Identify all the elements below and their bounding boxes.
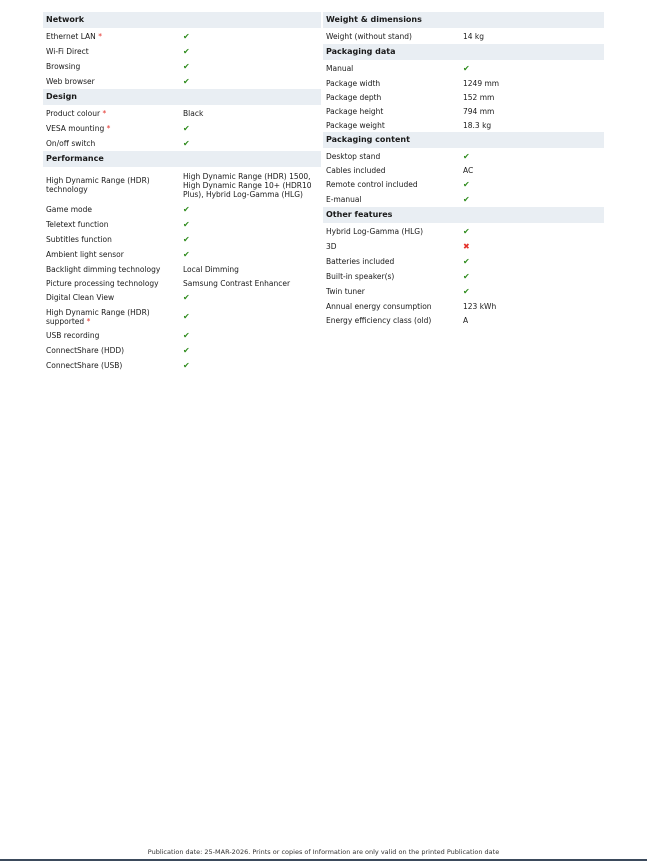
spec-label: [43, 220, 183, 229]
spec-value-cell: [183, 250, 321, 259]
spec-row-energy-efficiency-class-old: [323, 313, 604, 327]
spec-label-text: Twin tuner: [326, 287, 365, 296]
spec-label: [43, 47, 183, 56]
spec-label-text: Picture processing technology: [46, 278, 159, 288]
spec-label: [323, 287, 463, 296]
spec-value-cell: [463, 257, 604, 266]
spec-value-cell: [183, 279, 321, 288]
spec-label-text: Digital Clean View: [46, 293, 115, 302]
spec-label: [323, 32, 463, 41]
spec-label-text: Manual: [326, 64, 354, 73]
check-icon: ✔: [463, 151, 470, 161]
spec-row-built-in-speaker-s: [323, 269, 604, 284]
section-header-packaging-data: Packaging data: [323, 44, 604, 60]
required-asterisk: *: [98, 32, 102, 41]
check-icon: ✔: [463, 257, 470, 266]
spec-label: [323, 257, 463, 266]
bottom-divider: [0, 859, 647, 861]
spec-label-text: Package height: [326, 106, 384, 116]
spec-label-text: E-manual: [326, 195, 362, 204]
spec-row-connectshare-usb: [43, 358, 321, 373]
spec-label: [43, 32, 183, 41]
spec-row-hybrid-log-gamma-hlg: [323, 224, 604, 239]
spec-row-package-width: [323, 76, 604, 90]
spec-row-batteries-included: [323, 254, 604, 269]
required-asterisk: *: [106, 124, 111, 133]
spec-value-cell: [183, 293, 321, 302]
spec-label: [323, 121, 463, 130]
spec-row-picture-processing-technology: [43, 276, 321, 290]
spec-value-cell: [463, 166, 604, 175]
check-icon: ✔: [183, 32, 190, 41]
spec-row-backlight-dimming-technology: [43, 262, 321, 276]
spec-label-text: Ambient light sensor: [46, 250, 124, 259]
spec-label-text: Browsing: [46, 62, 81, 71]
spec-value-cell: [183, 205, 321, 214]
spec-value-cell: [463, 227, 604, 236]
spec-value-cell: [463, 64, 604, 73]
spec-value-cell: [183, 265, 321, 274]
spec-label-text: On/off switch: [46, 139, 96, 148]
spec-value-cell: [183, 62, 321, 71]
spec-label-text: Energy efficiency class (old): [326, 315, 432, 325]
spec-row-package-depth: [323, 90, 604, 104]
spec-label-text: High Dynamic Range (HDR) supported: [46, 307, 150, 326]
spec-label: [43, 139, 183, 148]
spec-label: [43, 124, 183, 133]
spec-row-wi-fi-direct: [43, 44, 321, 59]
spec-label: [43, 279, 183, 288]
spec-value-cell: [463, 152, 604, 161]
spec-label: [43, 346, 183, 355]
spec-row-vesa-mounting: [43, 121, 321, 136]
spec-label: [323, 93, 463, 102]
spec-row-e-manual: [323, 192, 604, 207]
spec-label: [43, 308, 183, 326]
spec-label: [323, 316, 463, 325]
check-icon: ✔: [183, 124, 190, 133]
spec-label-text: Cables included: [326, 165, 386, 175]
spec-label-text: Backlight dimming technology: [46, 264, 161, 274]
spec-row-remote-control-included: [323, 177, 604, 192]
spec-label: [43, 62, 183, 71]
spec-row-high-dynamic-range-hdr-supported: [43, 305, 321, 328]
section-header-packaging-content: Packaging content: [323, 132, 604, 148]
check-icon: ✔: [183, 205, 190, 214]
section-header-weight-dimensions: Weight & dimensions: [323, 12, 604, 28]
spec-value-cell: [463, 195, 604, 204]
spec-row-high-dynamic-range-hdr-technology: [43, 168, 321, 202]
spec-value-cell: [463, 121, 604, 130]
check-icon: ✔: [183, 361, 190, 370]
spec-row-game-mode: [43, 202, 321, 217]
publication-footer: Publication date: 25-MAR-2026. Prints or copies of Information are only valid on the printed Publication date: [147, 848, 500, 856]
section-header-performance: Performance: [43, 151, 321, 167]
spec-label-text: Wi-Fi Direct: [46, 47, 89, 56]
section-header-network: Network: [43, 12, 321, 28]
spec-value: Local Dimming: [183, 264, 239, 274]
spec-label: [323, 272, 463, 281]
spec-value-cell: [183, 331, 321, 340]
spec-label: [323, 242, 463, 251]
spec-value: 794 mm: [463, 106, 495, 116]
spec-label: [43, 265, 183, 274]
spec-value: 123 kWh: [463, 301, 497, 311]
spec-row-weight-without-stand: [323, 29, 604, 44]
spec-label: [43, 77, 183, 86]
spec-label-text: Game mode: [46, 205, 92, 214]
spec-value-cell: [463, 79, 604, 88]
spec-value-cell: [463, 316, 604, 325]
spec-value-cell: [463, 272, 604, 281]
spec-row-annual-energy-consumption: [323, 299, 604, 313]
spec-label: [43, 293, 183, 302]
cross-icon: ✖: [463, 242, 470, 251]
spec-label: [43, 176, 183, 194]
check-icon: ✔: [183, 139, 190, 148]
spec-label-text: ConnectShare (USB): [46, 361, 123, 370]
spec-label: [323, 107, 463, 116]
spec-label-text: USB recording: [46, 331, 100, 340]
spec-label: [43, 331, 183, 340]
section-header-design: Design: [43, 89, 321, 105]
spec-label: [43, 361, 183, 370]
spec-label-text: Ethernet LAN: [46, 32, 96, 41]
spec-value-cell: [463, 93, 604, 102]
required-asterisk: *: [86, 316, 91, 326]
spec-label: [323, 64, 463, 73]
spec-column-right: [323, 12, 604, 327]
spec-label: [323, 195, 463, 204]
spec-row-product-colour: [43, 106, 321, 121]
check-icon: ✔: [183, 293, 190, 302]
spec-value-cell: [183, 346, 321, 355]
spec-label: [323, 302, 463, 311]
spec-value-cell: [463, 107, 604, 116]
spec-label: [323, 227, 463, 236]
spec-row-digital-clean-view: [43, 290, 321, 305]
spec-value: Black: [183, 109, 204, 118]
spec-label-text: Package weight: [326, 120, 385, 130]
spec-value: Samsung Contrast Enhancer: [183, 278, 291, 288]
required-asterisk: *: [102, 109, 107, 118]
spec-label: [323, 166, 463, 175]
spec-row-on-off-switch: [43, 136, 321, 151]
check-icon: ✔: [463, 180, 470, 189]
check-icon: ✔: [183, 62, 190, 71]
spec-label-text: Subtitles function: [46, 235, 112, 244]
check-icon: ✔: [183, 220, 190, 229]
check-icon: ✔: [183, 312, 190, 321]
spec-value-cell: [463, 302, 604, 311]
check-icon: ✔: [183, 235, 190, 244]
spec-row-package-height: [323, 104, 604, 118]
check-icon: ✔: [463, 227, 470, 236]
spec-value: A: [463, 315, 469, 325]
spec-row-3d: [323, 239, 604, 254]
spec-value: AC: [463, 165, 474, 175]
spec-label-text: High Dynamic Range (HDR) technology: [46, 176, 150, 194]
spec-label: [323, 152, 463, 161]
check-icon: ✔: [183, 346, 190, 355]
spec-label: [43, 235, 183, 244]
check-icon: ✔: [183, 47, 190, 56]
spec-row-desktop-stand: [323, 149, 604, 163]
spec-label-text: Batteries included: [326, 257, 395, 266]
check-icon: ✔: [183, 331, 190, 340]
check-icon: ✔: [463, 287, 470, 296]
spec-label-text: 3D: [326, 242, 337, 251]
spec-value-cell: [183, 361, 321, 370]
spec-label: [43, 250, 183, 259]
section-header-other-features: Other features: [323, 207, 604, 223]
spec-value-cell: [463, 180, 604, 189]
spec-label: [323, 79, 463, 88]
spec-value-cell: [183, 77, 321, 86]
spec-row-manual: [323, 61, 604, 76]
spec-value-cell: [183, 124, 321, 133]
spec-label-text: Package width: [326, 78, 381, 88]
spec-value: 1249 mm: [463, 78, 500, 88]
spec-row-browsing: [43, 59, 321, 74]
spec-value-cell: [183, 139, 321, 148]
spec-row-ambient-light-sensor: [43, 247, 321, 262]
spec-value: 152 mm: [463, 92, 495, 102]
spec-value-cell: [463, 242, 604, 251]
check-icon: ✔: [463, 272, 470, 281]
spec-label-text: Desktop stand: [326, 151, 381, 161]
check-icon: ✔: [463, 195, 470, 204]
spec-label: [43, 109, 183, 118]
spec-value: 14 kg: [463, 32, 485, 41]
spec-value-cell: [183, 312, 321, 321]
spec-label: [43, 205, 183, 214]
spec-label-text: Weight (without stand): [326, 32, 412, 41]
spec-row-usb-recording: [43, 328, 321, 343]
spec-value-cell: [463, 287, 604, 296]
spec-row-connectshare-hdd: [43, 343, 321, 358]
spec-value-cell: [183, 109, 321, 118]
spec-column-left: [43, 12, 321, 373]
spec-label-text: Product colour: [46, 109, 101, 118]
spec-value-cell: [183, 32, 321, 41]
spec-value: 18.3 kg: [463, 120, 492, 130]
spec-label-text: ConnectShare (HDD): [46, 346, 125, 355]
spec-label-text: Package depth: [326, 92, 382, 102]
spec-row-cables-included: [323, 163, 604, 177]
spec-label-text: Hybrid Log-Gamma (HLG): [326, 227, 424, 236]
spec-label-text: Built-in speaker(s): [326, 272, 395, 281]
spec-label-text: Annual energy consumption: [326, 301, 432, 311]
spec-row-subtitles-function: [43, 232, 321, 247]
spec-label-text: Teletext function: [46, 220, 109, 229]
spec-label-text: VESA mounting: [46, 124, 105, 133]
check-icon: ✔: [183, 77, 190, 86]
spec-value-cell: [183, 47, 321, 56]
check-icon: ✔: [463, 64, 470, 73]
spec-label: [323, 180, 463, 189]
spec-value-cell: [183, 220, 321, 229]
spec-row-teletext-function: [43, 217, 321, 232]
spec-row-twin-tuner: [323, 284, 604, 299]
spec-row-ethernet-lan: [43, 29, 321, 44]
check-icon: ✔: [183, 250, 190, 259]
spec-value-cell: [463, 32, 604, 41]
spec-label-text: Web browser: [46, 77, 95, 86]
spec-value-cell: [183, 172, 321, 199]
spec-value: High Dynamic Range (HDR) 1500, High Dynamic Range 10+ (HDR10 Plus), Hybrid Log-Gamma (HLG): [183, 171, 312, 199]
spec-value-cell: [183, 235, 321, 244]
spec-label-text: Remote control included: [326, 180, 418, 189]
spec-row-web-browser: [43, 74, 321, 89]
spec-row-package-weight: [323, 118, 604, 132]
